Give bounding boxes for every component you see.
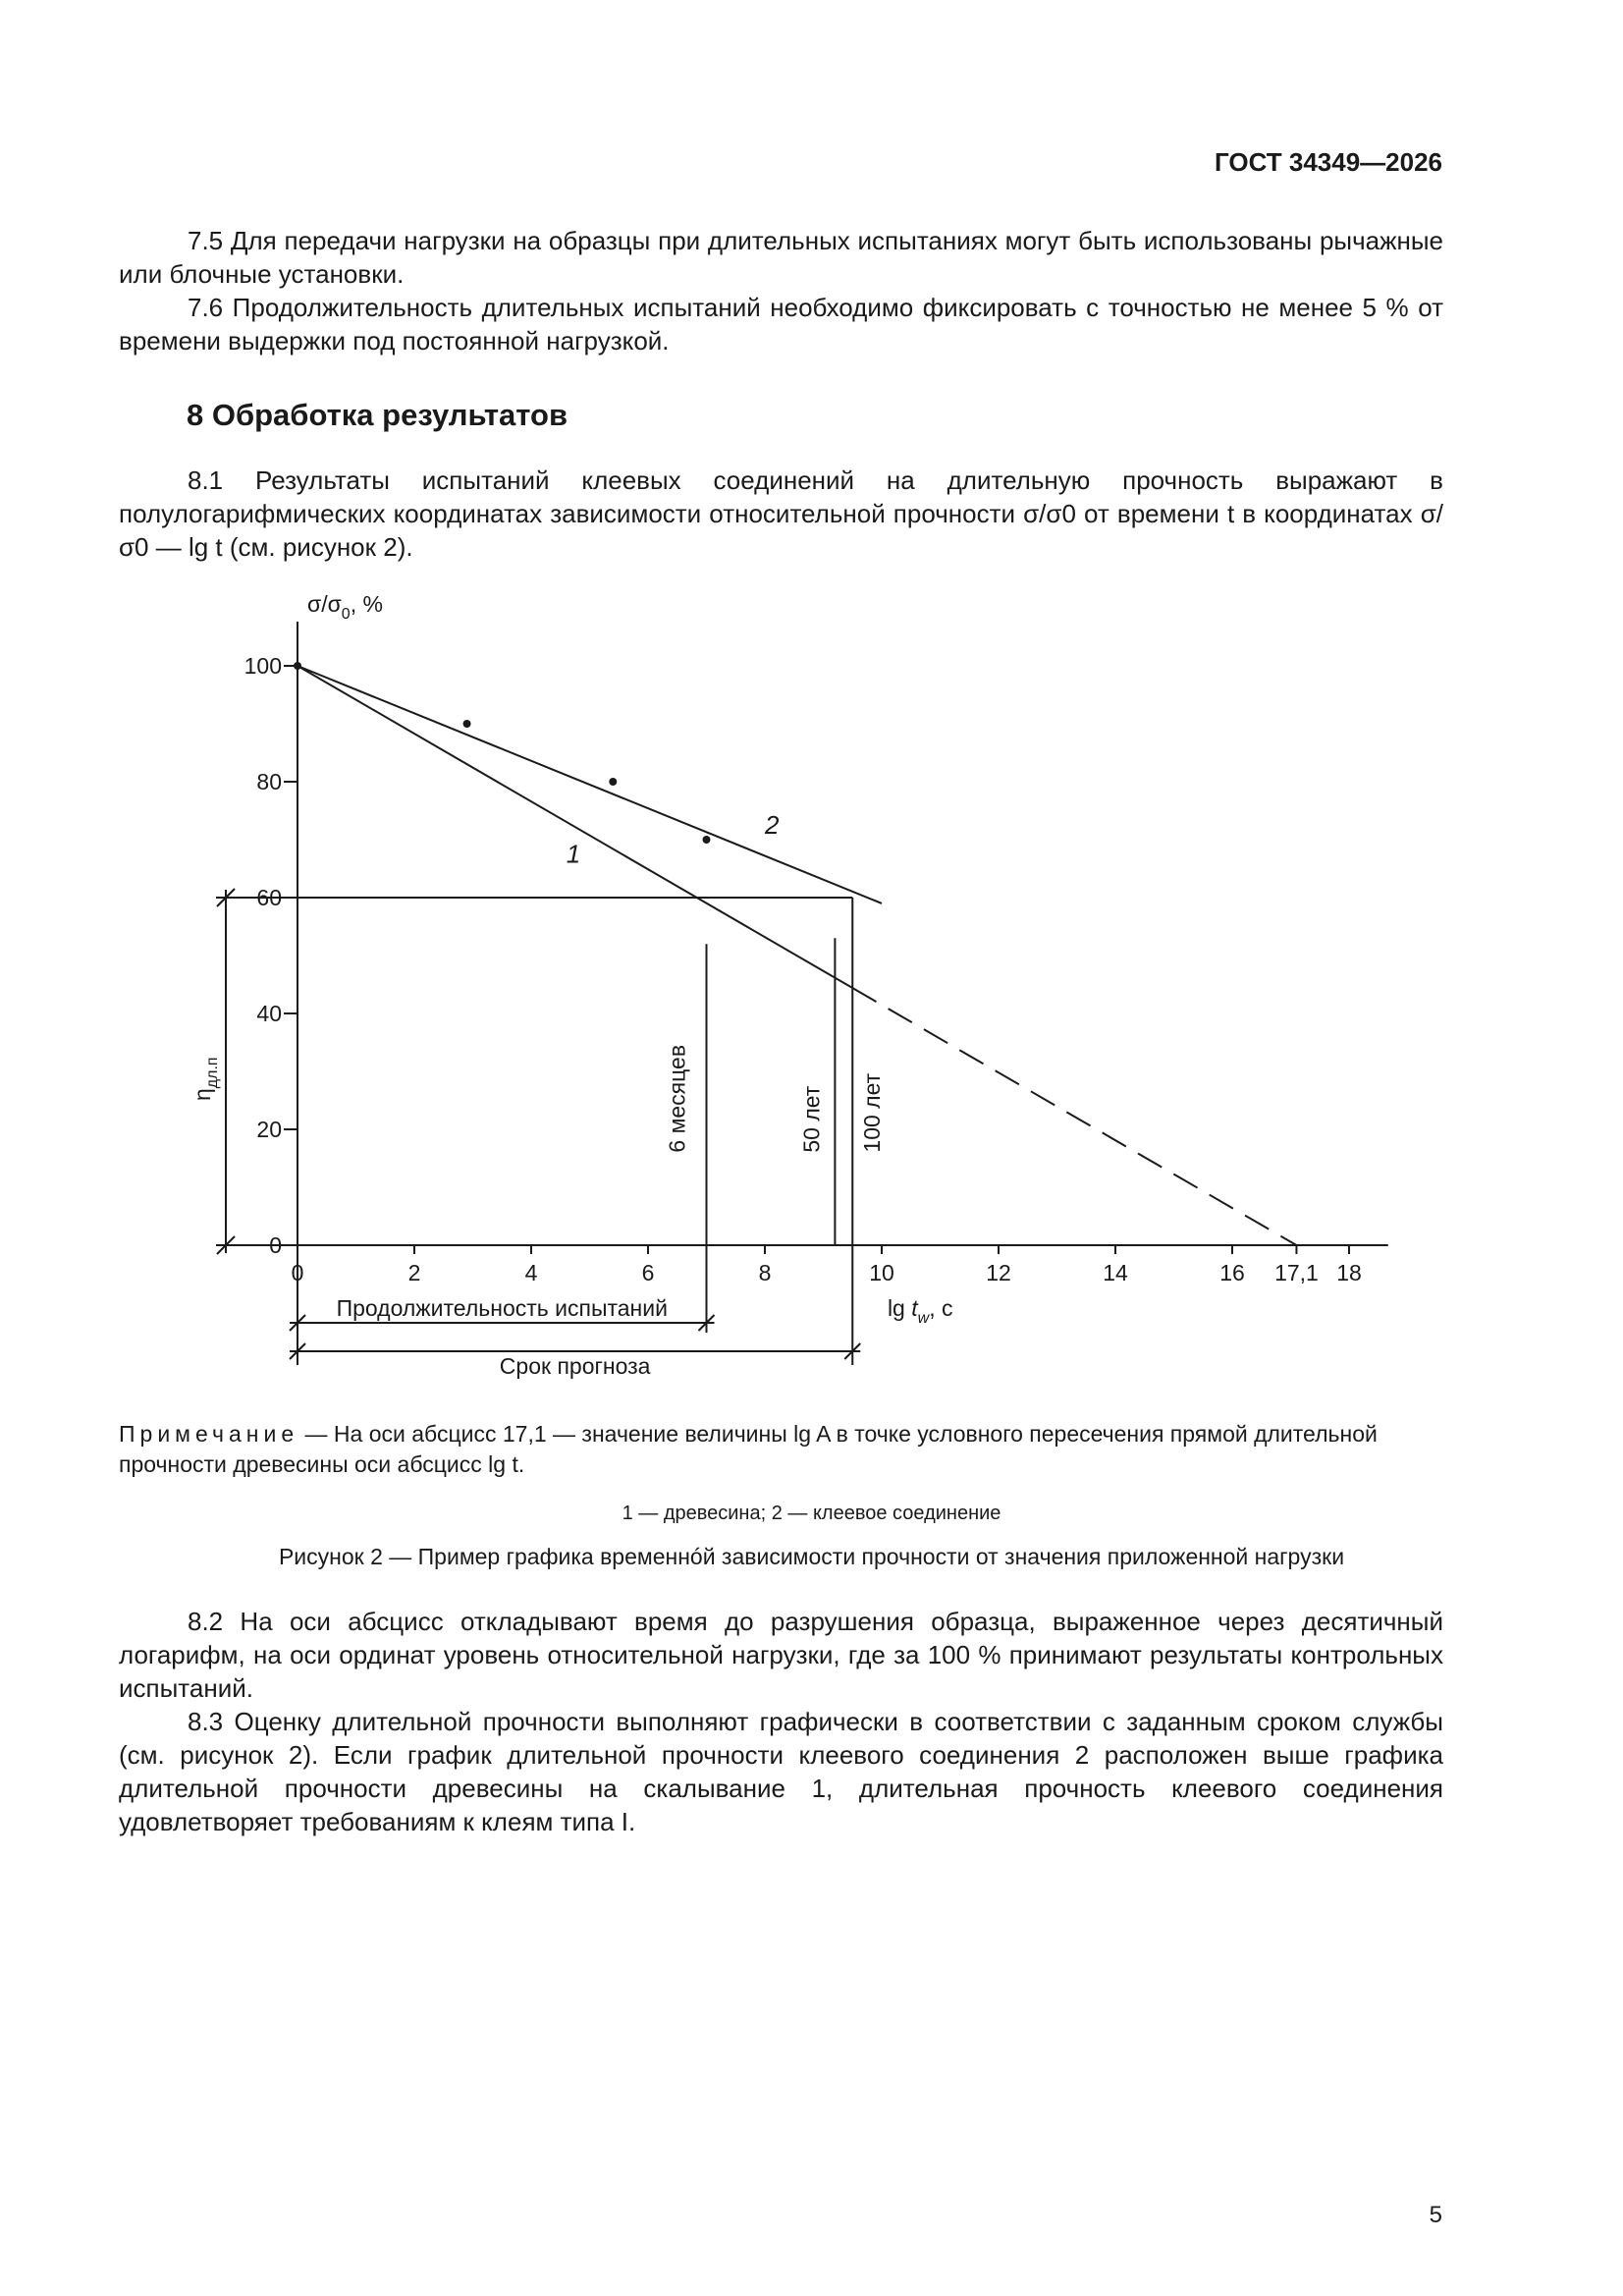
paragraph-8-2: 8.2 На оси абсцисс откладывают время до разрушения образца, выраженное через десятичный логарифм, на оси ординат уровень относительной нагрузки, где за 100 % принимают результаты контрольных испытаний. <box>119 1607 1443 1703</box>
x-tick-label: 8 <box>758 1260 772 1285</box>
y-tick-label: 40 <box>256 1001 282 1026</box>
x-tick-label: 4 <box>524 1260 538 1285</box>
x-tick-label: 0 <box>291 1260 304 1285</box>
series-1-extension <box>852 988 1296 1245</box>
paragraph-8-1: 8.1 Результаты испытаний клеевых соединений на длительную прочность выражают в полулогарифмических координатах зависимости относительной прочности σ/σ0 от времени t в координатах σ/σ0 — lg t (см. рисунок 2). <box>119 465 1443 562</box>
chart-series <box>298 666 1296 1245</box>
vertical-label-2: 100 лет <box>859 1072 886 1153</box>
data-point <box>609 778 617 786</box>
series-1-label: 1 <box>566 839 581 869</box>
y-tick-label: 80 <box>256 769 282 794</box>
vertical-label-1: 50 лет <box>798 1085 825 1153</box>
x-axis-label: $\lg t_w$, с <box>887 1295 953 1327</box>
page-number: 5 <box>1429 2202 1442 2228</box>
x-tick-label: 10 <box>869 1260 894 1285</box>
chart-axes <box>290 622 1388 1253</box>
document-code: ГОСТ 34349—2026 <box>1215 147 1442 177</box>
eta-label: $\eta_{дл.п}$ <box>189 1057 221 1101</box>
y-tick-label: 60 <box>256 885 282 910</box>
chart-annotations <box>189 591 952 1379</box>
dim-test-label: Продолжительность испытаний <box>336 1295 668 1321</box>
strength-chart <box>0 579 1623 1385</box>
x-tick-label: 16 <box>1219 1260 1245 1285</box>
series-2-line <box>298 666 882 903</box>
paragraph-7-6: 7.6 Продолжительность длительных испытаний необходимо фиксировать с точностью не менее 5 % от времени выдержки под постоянной нагрузкой. <box>119 293 1443 355</box>
figure-note: Примечание — На оси абсцисс 17,1 — значение величины lg A в точке условного пересечения прямой длительной прочности древесины оси абсцисс lg t. <box>119 1421 1378 1477</box>
section-8-title: 8 Обработка результатов <box>187 398 568 432</box>
x-tick-label: 18 <box>1336 1260 1362 1285</box>
x-tick-label: 14 <box>1103 1260 1128 1285</box>
y-tick-label: 0 <box>269 1232 282 1258</box>
x-tick-label: 17,1 <box>1274 1260 1319 1285</box>
vertical-label-0: 6 месяцев <box>664 1044 690 1153</box>
series-2-label: 2 <box>765 810 780 841</box>
figure-caption: Рисунок 2 — Пример графика временнóй зависимости прочности от значения приложенной нагрузки <box>278 1544 1345 1569</box>
x-tick-label: 6 <box>641 1260 655 1285</box>
chart-construction-lines <box>298 898 852 1245</box>
x-tick-label: 12 <box>986 1260 1011 1285</box>
paragraph-8-3: 8.3 Оценку длительной прочности выполняют графически в соответствии с заданным сроком службы (см. рисунок 2). Если график длительной прочности клеевого соединения 2 расположен выше графика длительной прочности древесины на скалывание 1, длительная прочность клеевого соединения удовлетворяет требованиям к клеям типа I. <box>119 1707 1443 1836</box>
y-axis-label: $\sigma/\sigma_0$, % <box>307 591 383 623</box>
dim-forecast-label: Срок прогноза <box>499 1353 651 1379</box>
paragraph-7-5: 7.5 Для передачи нагрузки на образцы при длительных испытаниях могут быть использованы рычажные или блочные установки. <box>119 226 1443 289</box>
y-tick-label: 20 <box>256 1117 282 1142</box>
data-point <box>703 836 711 844</box>
figure-legend: 1 — древесина; 2 — клеевое соединение <box>622 1503 1001 1524</box>
data-point <box>463 720 471 728</box>
chart-ticks <box>244 653 1362 1285</box>
y-tick-label: 100 <box>243 653 282 679</box>
x-tick-label: 2 <box>407 1260 421 1285</box>
